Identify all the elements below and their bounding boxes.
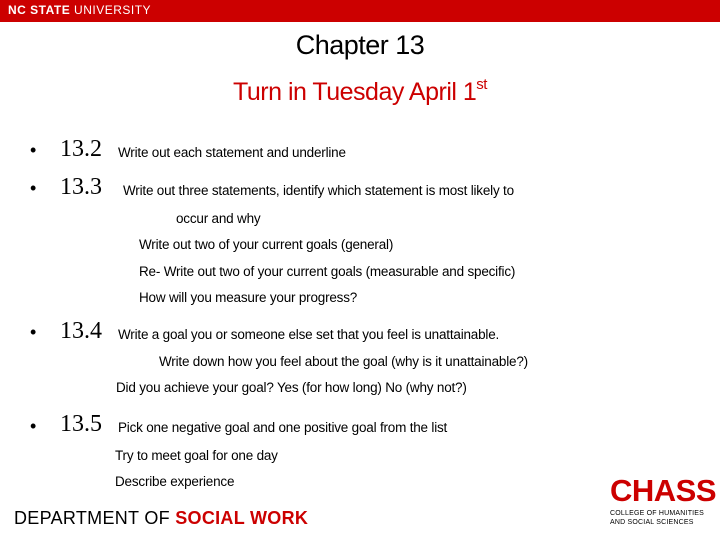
chass-name: CHASS — [610, 473, 717, 508]
chass-subtitle-line2: AND SOCIAL SCIENCES — [610, 519, 694, 526]
subtitle-superscript: st — [476, 76, 487, 93]
item-number: 13.5 — [60, 411, 102, 437]
sub-item: Re- Write out two of your current goals (measurable and specific) — [139, 264, 516, 279]
sub-item: Write down how you feel about the goal (why is it unattainable?) — [159, 354, 528, 369]
slide-subtitle — [0, 76, 720, 107]
slide-title: Chapter 13 — [295, 30, 425, 60]
bullet-icon: • — [30, 322, 37, 342]
logo-rest-text: UNIVERSITY — [70, 3, 152, 17]
nc-state-university-logo — [8, 3, 151, 17]
chass-logo — [610, 473, 717, 527]
sub-item: occur and why — [176, 211, 261, 226]
item-text: Write out each statement and underline — [118, 145, 346, 160]
department-name — [14, 508, 308, 529]
top-brand-bar — [0, 0, 720, 22]
item-number: 13.3 — [60, 174, 102, 200]
chass-subtitle — [610, 509, 715, 527]
sub-item: Write out two of your current goals (general) — [139, 237, 394, 252]
sub-item: How will you measure your progress? — [139, 290, 358, 305]
subtitle-text: Turn in Tuesday April 1 — [233, 78, 477, 106]
item-number: 13.2 — [60, 136, 102, 162]
department-prefix: DEPARTMENT OF — [14, 508, 176, 528]
logo-bold-text: NC STATE — [8, 3, 71, 17]
item-text: Pick one negative goal and one positive goal from the list — [118, 420, 448, 435]
department-bold: SOCIAL WORK — [175, 508, 309, 528]
item-number: 13.4 — [60, 318, 102, 344]
chass-subtitle-line1: COLLEGE OF HUMANITIES — [610, 510, 705, 517]
sub-item: Try to meet goal for one day — [115, 448, 278, 463]
bullet-icon: • — [30, 178, 37, 198]
bullet-icon: • — [30, 140, 37, 160]
item-text: Write out three statements, identify which statement is most likely to — [123, 183, 514, 198]
item-text: Write a goal you or someone else set that you feel is unattainable. — [118, 327, 500, 342]
sub-item: Describe experience — [115, 474, 235, 489]
sub-item: Did you achieve your goal? Yes (for how long) No (why not?) — [116, 380, 467, 395]
bullet-icon: • — [30, 416, 37, 436]
